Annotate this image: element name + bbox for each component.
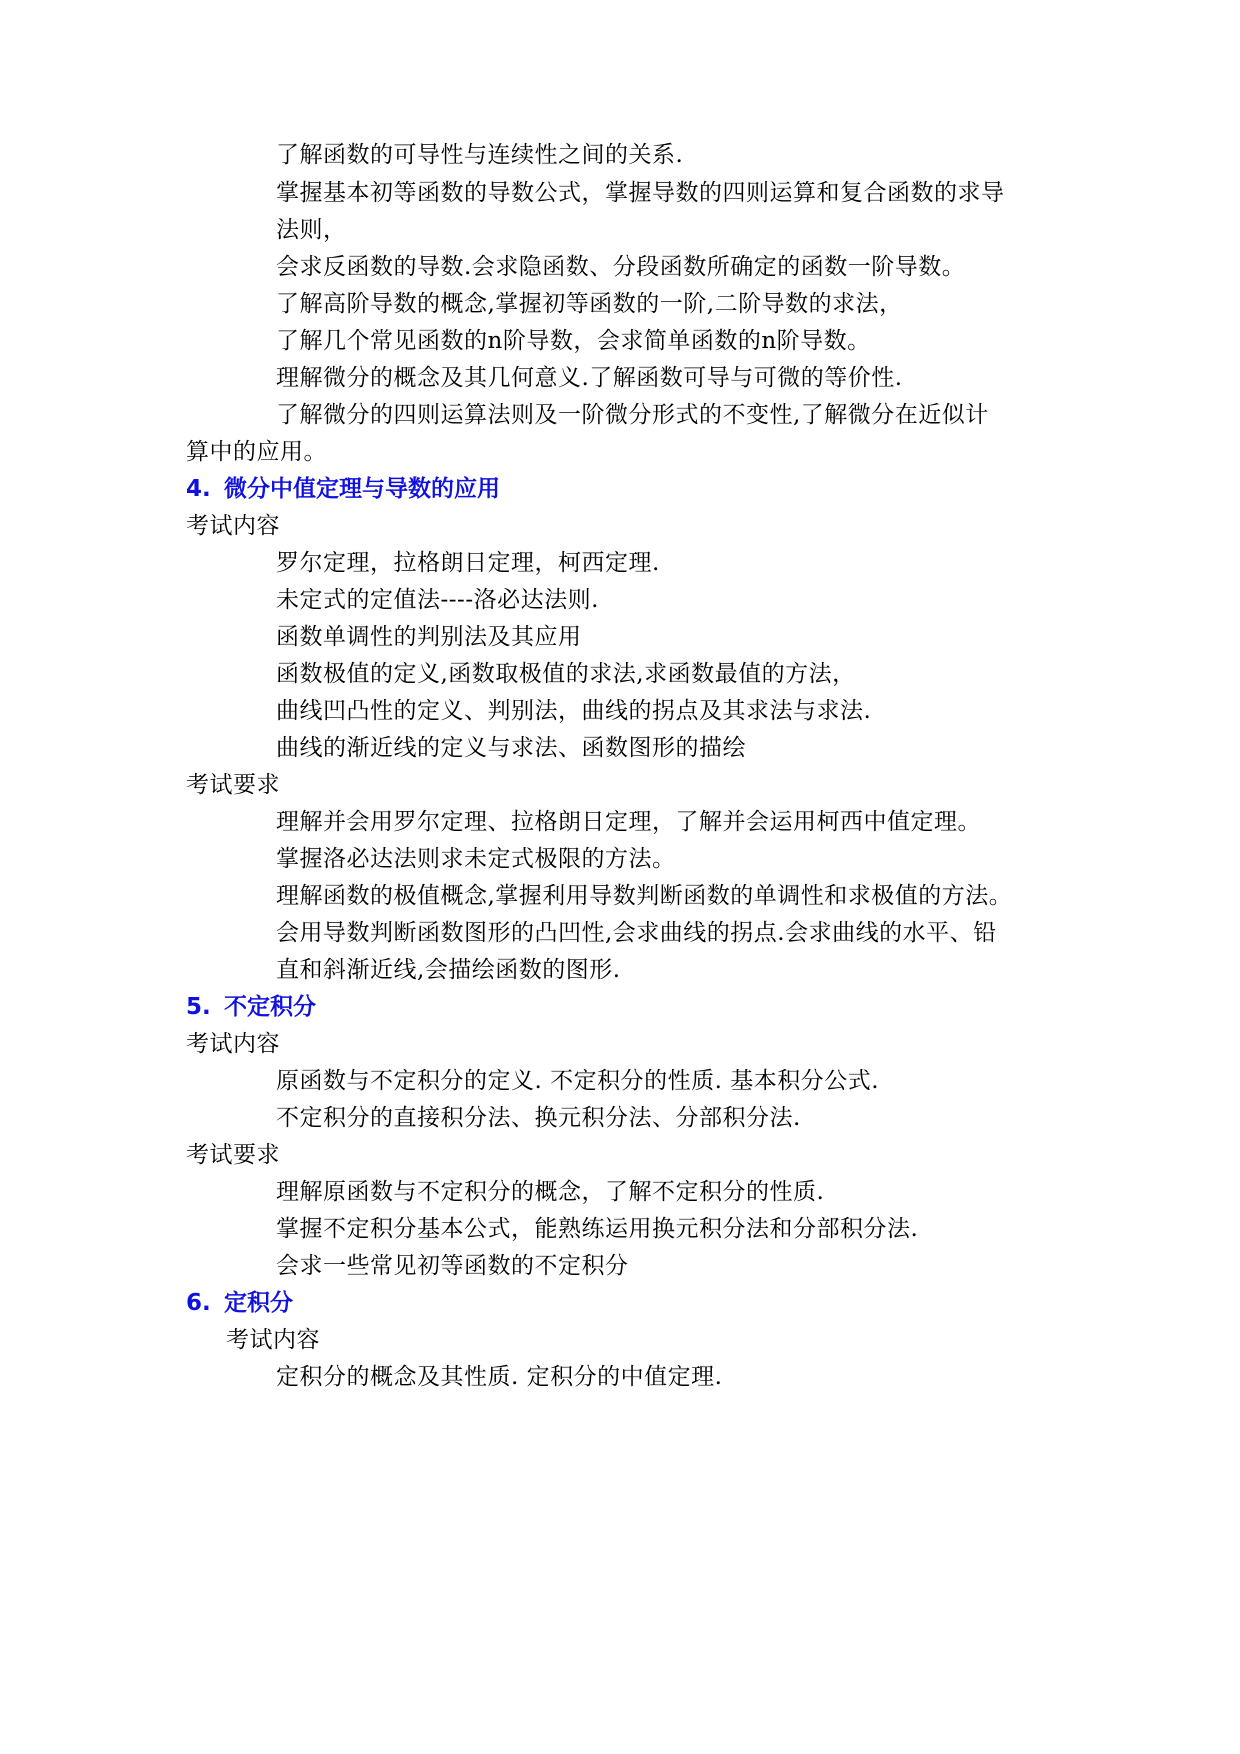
section-number: 4.: [186, 476, 211, 502]
content-line: 原函数与不定积分的定义. 不定积分的性质. 基本积分公式.: [276, 1068, 880, 1094]
section-title: 不定积分: [224, 994, 316, 1020]
section-number: 5.: [186, 994, 211, 1020]
requirement-line: 理解函数的极值概念,掌握利用导数判断函数的单调性和求极值的方法。: [276, 883, 1013, 909]
requirement-line: 掌握不定积分基本公式，能熟练运用换元积分法和分部积分法.: [276, 1216, 919, 1242]
content-label: 考试内容: [186, 513, 280, 539]
content-line: 罗尔定理，拉格朗日定理，柯西定理.: [276, 550, 660, 576]
requirement-line: 会用导数判断函数图形的凸凹性,会求曲线的拐点.会求曲线的水平、铅: [276, 920, 997, 946]
requirement-line: 理解并会用罗尔定理、拉格朗日定理，了解并会运用柯西中值定理。: [276, 809, 981, 835]
section-heading: [186, 1288, 293, 1318]
requirement-line: 了解几个常见函数的n阶导数，会求简单函数的n阶导数。: [276, 328, 871, 354]
section-title: 微分中值定理与导数的应用: [224, 476, 500, 502]
content-line: 未定式的定值法----洛必达法则.: [276, 587, 599, 613]
section-number: 6.: [186, 1290, 211, 1316]
content-line: 函数极值的定义,函数取极值的求法,求函数最值的方法，: [276, 661, 856, 687]
content-line: 函数单调性的判别法及其应用: [276, 624, 582, 650]
content-line: 不定积分的直接积分法、换元积分法、分部积分法.: [276, 1105, 801, 1131]
requirement-line: 会求一些常见初等函数的不定积分: [276, 1253, 629, 1279]
requirement-line: 理解微分的概念及其几何意义.了解函数可导与可微的等价性.: [276, 365, 903, 391]
content-line: 曲线的渐近线的定义与求法、函数图形的描绘: [276, 735, 746, 761]
section-heading: [186, 992, 316, 1022]
requirement-line: 掌握基本初等函数的导数公式，掌握导数的四则运算和复合函数的求导: [276, 180, 1005, 206]
requirement-line: 了解微分的四则运算法则及一阶微分形式的不变性,了解微分在近似计: [276, 402, 989, 428]
requirement-line: 理解原函数与不定积分的概念，了解不定积分的性质.: [276, 1179, 825, 1205]
section-title: 定积分: [224, 1290, 293, 1316]
requirement-line: 算中的应用。: [186, 439, 327, 465]
content-label: 考试内容: [186, 1031, 280, 1057]
requirements-label: 考试要求: [186, 1142, 280, 1168]
requirement-line: 会求反函数的导数.会求隐函数、分段函数所确定的函数一阶导数。: [276, 254, 966, 280]
requirement-line: 了解函数的可导性与连续性之间的关系.: [276, 142, 684, 168]
content-line: 定积分的概念及其性质. 定积分的中值定理.: [276, 1364, 723, 1390]
requirements-label: 考试要求: [186, 772, 280, 798]
section-heading: [186, 474, 500, 504]
content-label: 考试内容: [226, 1327, 320, 1353]
requirement-line: 掌握洛必达法则求未定式极限的方法。: [276, 846, 676, 872]
requirement-line: 法则，: [276, 217, 347, 243]
requirement-line: 了解高阶导数的概念,掌握初等函数的一阶,二阶导数的求法，: [276, 291, 903, 317]
content-line: 曲线凹凸性的定义、判别法，曲线的拐点及其求法与求法.: [276, 698, 872, 724]
requirement-line: 直和斜渐近线,会描绘函数的图形.: [276, 957, 621, 983]
